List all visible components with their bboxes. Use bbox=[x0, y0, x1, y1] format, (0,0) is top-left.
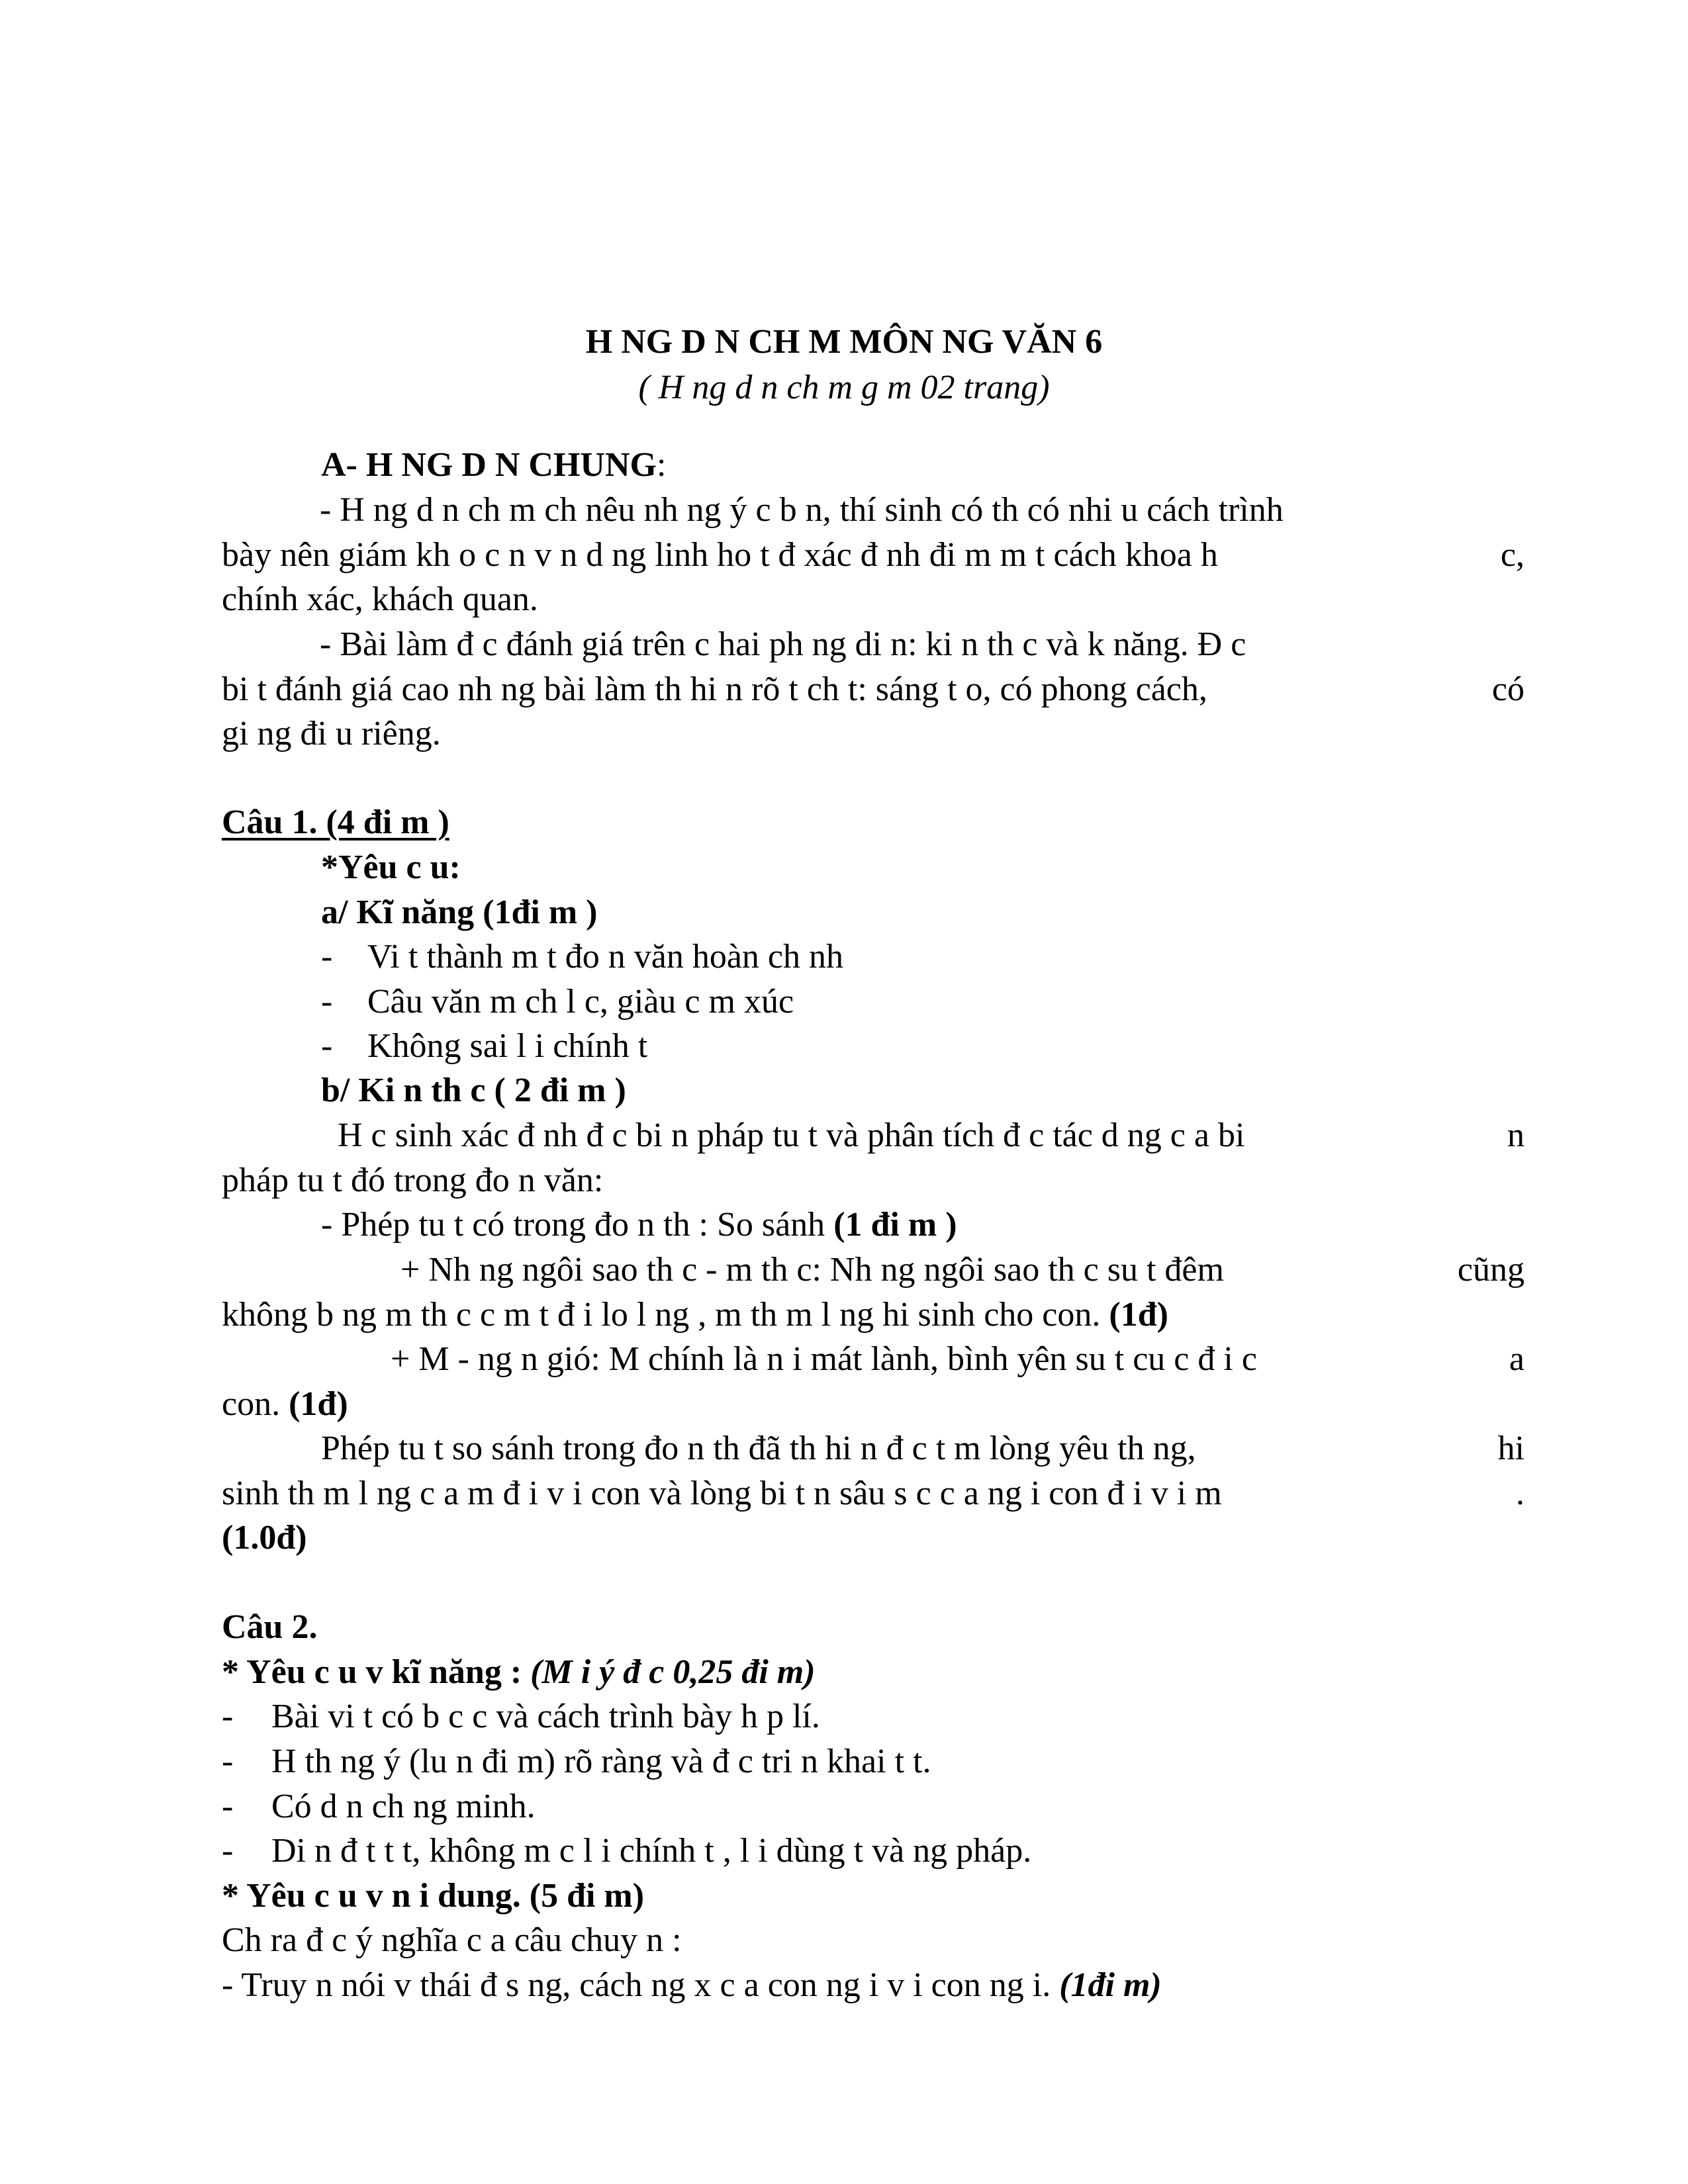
cau2-truyen: - Truy n nói v thái đ s ng, cách ng x c a con ng i v i con ng i. (1đi m) bbox=[222, 1966, 1162, 2004]
cau1-yeu-cau: *Yêu c u: bbox=[321, 848, 461, 886]
cau1-b-intro-line1: H c sinh xác đ nh đ c bi n pháp tu t và phân tích đ c tác d ng c a bi n bbox=[338, 1116, 1524, 1154]
page-title: H NG D N CH M MÔN NG VĂN 6 bbox=[585, 323, 1103, 361]
page-subtitle: ( H ng d n ch m g m 02 trang) bbox=[638, 369, 1050, 406]
section-a-p2-line2: bi t đánh giá cao nh ng bài làm th hi n rõ t ch t: sáng t o, có phong cách, có bbox=[222, 670, 1524, 708]
list-item: - Bài vi t có b c c và cách trình bày h p lí. bbox=[222, 1698, 820, 1735]
list-item: - Câu văn m ch l c, giàu c m xúc bbox=[321, 983, 794, 1021]
list-item: - Di n đ t t t, không m c l i chính t , l i dùng t và ng pháp. bbox=[222, 1832, 1032, 1870]
section-a-p1-line1: - H ng d n ch m ch nêu nh ng ý c b n, thí sinh có th có nhi u cách trình bbox=[320, 491, 1284, 529]
cau1-plus1-line2: không b ng m th c c m t đ i lo l ng , m th m l ng hi sinh cho con. (1đ) bbox=[222, 1296, 1168, 1334]
list-item: - H th ng ý (lu n đi m) rõ ràng và đ c tri n khai t t. bbox=[222, 1743, 931, 1780]
cau1-b-heading: b/ Ki n th c ( 2 đi m ) bbox=[321, 1071, 626, 1109]
cau2-heading: Câu 2. bbox=[222, 1608, 318, 1646]
section-a-p2-line3: gi ng đi u riêng. bbox=[222, 715, 441, 752]
section-a-p1-line3: chính xác, khách quan. bbox=[222, 580, 538, 618]
list-item: - Vi t thành m t đo n văn hoàn ch nh bbox=[321, 938, 843, 976]
cau1-conclusion-line1: Phép tu t so sánh trong đo n th đã th hi n đ c t m lòng yêu th ng, hi bbox=[321, 1430, 1524, 1467]
cau1-a-heading: a/ Kĩ năng (1đi m ) bbox=[321, 893, 598, 931]
list-item: - Không sai l i chính t bbox=[321, 1027, 648, 1065]
cau1-conclusion-line2: sinh th m l ng c a m đ i v i con và lòng bi t n sâu s c c a ng i con đ i v i m . bbox=[222, 1475, 1524, 1512]
cau2-noi-dung-heading: * Yêu c u v n i dung. (5 đi m) bbox=[222, 1877, 645, 1915]
cau1-plus2-line2: con. (1đ) bbox=[222, 1385, 348, 1423]
cau2-ky-nang-heading: * Yêu c u v kĩ năng : (M i ý đ c 0,25 đi m) bbox=[222, 1653, 816, 1691]
list-item: - Có d n ch ng minh. bbox=[222, 1788, 536, 1825]
cau2-y-nghia: Ch ra đ c ý nghĩa c a câu chuy n : bbox=[222, 1921, 682, 1959]
section-a-p1-line2: bày nên giám kh o c n v n d ng linh ho t đ xác đ nh đi m m t cách khoa h c, bbox=[222, 536, 1524, 574]
cau1-heading: Câu 1. (4 đi m ) bbox=[222, 803, 449, 841]
cau1-phep-tu: - Phép tu t có trong đo n th : So sánh (1 đi m ) bbox=[321, 1206, 957, 1244]
cau1-conclusion-score: (1.0đ) bbox=[222, 1519, 307, 1557]
section-a-heading: A- H NG D N CHUNG: bbox=[321, 446, 667, 484]
section-a-p2-line1: - Bài làm đ c đánh giá trên c hai ph ng di n: ki n th c và k năng. Đ c bbox=[320, 625, 1246, 663]
cau1-plus2-line1: + M - ng n gió: M chính là n i mát lành, bình yên su t cu c đ i c a bbox=[391, 1340, 1524, 1378]
cau1-plus1-line1: + Nh ng ngôi sao th c - m th c: Nh ng ngôi sao th c su t đêm cũng bbox=[400, 1251, 1524, 1289]
cau1-b-intro-line2: pháp tu t đó trong đo n văn: bbox=[222, 1161, 604, 1199]
